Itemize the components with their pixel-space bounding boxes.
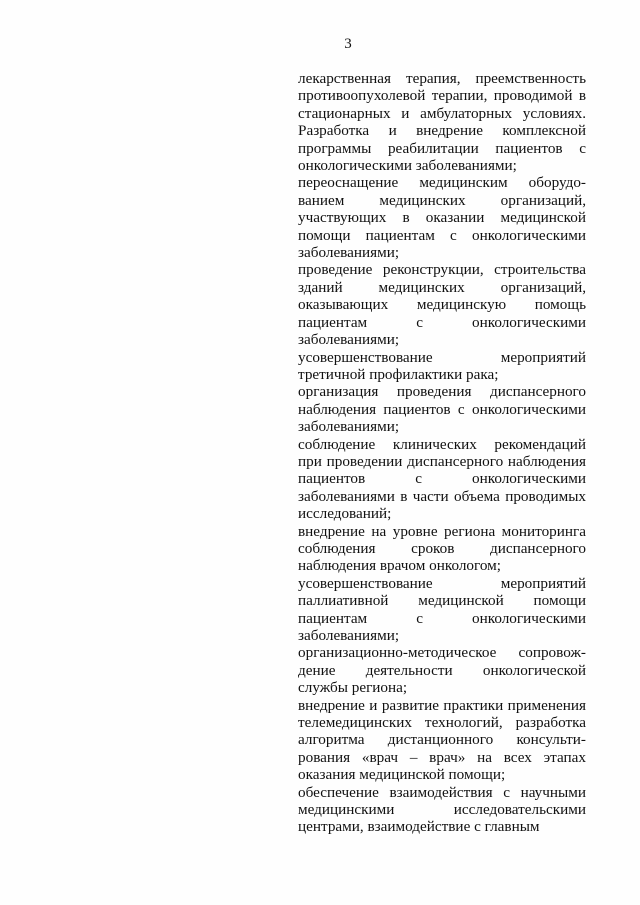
paragraph: внедрение и развитие практики применения телемедицинских технологий, разработка алгоритма дистанционного консульти-рования «врач – врач» на всех этапах оказания медицинской помощи; [298,696,586,784]
paragraph: переоснащение медицинским оборудо-ванием медицинских организаций, участвующих в оказании медицинской помощи пациентам с онкологическими заболеваниями; [298,174,586,262]
text-column [298,70,586,836]
paragraph: соблюдение клинических рекомендаций при проведении диспансерного наблюдения пациентов с онкологическими заболеваниями в части объема проводимых исследований; [298,435,586,523]
paragraph: лекарственная терапия, преемственность противоопухолевой терапии, проводимой в стационарных и амбулаторных условиях. Разработка и внедрение комплексной программы реабилитации пациентов с онкологическими заболеваниями; [298,70,586,175]
paragraph: усовершенствование мероприятий третичной профилактики рака; [298,348,586,383]
paragraph: организация проведения диспансерного наблюдения пациентов с онкологическими заболеваниями; [298,383,586,436]
paragraph: обеспечение взаимодействия с научными медицинскими исследовательскими центрами, взаимодействие с главным [298,783,586,836]
paragraph: организационно-методическое сопровож-дение деятельности онкологической службы региона; [298,644,586,697]
page-number: 3 [344,36,352,52]
paragraph: усовершенствование мероприятий паллиативной медицинской помощи пациентам с онкологическими заболеваниями; [298,574,586,644]
paragraph: проведение реконструкции, строительства зданий медицинских организаций, оказывающих медицинскую помощь пациентам с онкологическими заболеваниями; [298,261,586,349]
paragraph: внедрение на уровне региона мониторинга соблюдения сроков диспансерного наблюдения врачом онкологом; [298,522,586,575]
